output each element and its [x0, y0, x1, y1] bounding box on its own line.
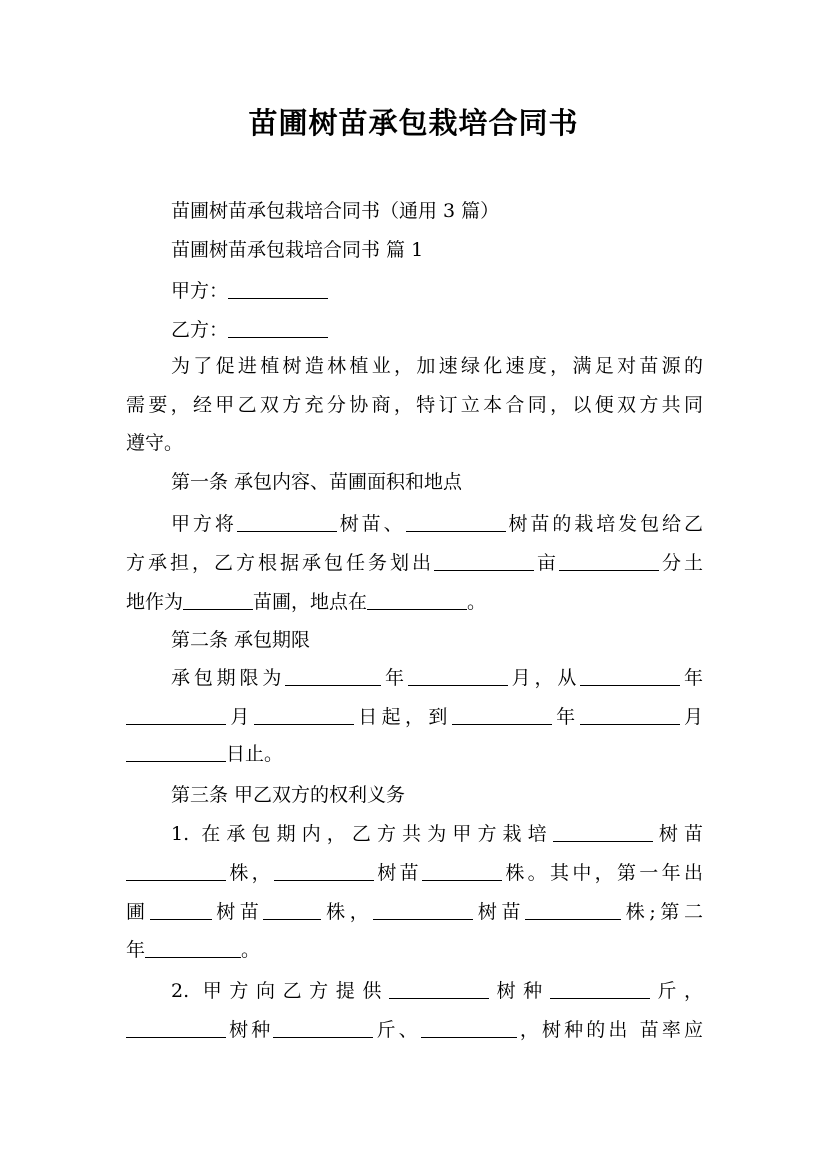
blank-field — [126, 743, 226, 762]
party-a-label: 甲方： — [171, 280, 229, 302]
article-1-line-1 — [126, 511, 703, 537]
text-segment: 树苗 — [211, 901, 264, 923]
article-3-p1-line-3 — [126, 899, 703, 925]
party-b-label: 乙方： — [171, 319, 229, 341]
text-segment: 月 — [679, 706, 703, 728]
text-segment: 斤、 — [373, 1019, 421, 1041]
blank-field — [580, 667, 680, 686]
text-segment: 株， — [321, 901, 374, 923]
text-segment: 树苗 — [374, 862, 422, 884]
article-2-line-3 — [126, 741, 703, 767]
article-2-title: 第二条 承包期限 — [171, 629, 311, 651]
article-1-line-3 — [126, 589, 703, 615]
text-segment: 甲方将 — [171, 513, 237, 535]
blank-field — [367, 591, 467, 610]
text-segment: ，树种的出 苗率应 — [516, 1019, 703, 1041]
text-segment: 年 — [551, 706, 580, 728]
blank-field — [126, 706, 226, 725]
text-segment: 年 — [381, 667, 408, 689]
part-heading: 苗圃树苗承包栽培合同书 篇 1 — [171, 239, 424, 261]
text-segment: 。 — [467, 591, 487, 613]
blank-field — [550, 980, 650, 999]
text-segment: 年 — [126, 939, 146, 961]
text-segment: 斤， — [649, 980, 703, 1002]
text-segment: 方承担，乙方根据承包任务划出 — [126, 552, 434, 574]
text-segment: 2. 甲方向乙方提供 — [171, 980, 389, 1002]
blank-field — [150, 901, 212, 920]
blank-field — [406, 513, 506, 532]
text-segment: 月 — [226, 706, 254, 728]
blank-field — [126, 1019, 226, 1038]
text-segment: 株;第二 — [621, 901, 703, 923]
blank-field — [254, 706, 354, 725]
intro-line-3: 遵守。 — [126, 432, 184, 454]
blank-field — [285, 667, 381, 686]
blank-field — [274, 862, 374, 881]
party-a-line — [126, 278, 703, 304]
blank-field — [408, 667, 508, 686]
text-segment: 株， — [226, 862, 274, 884]
intro-line-1: 为了促进植树造林植业，加速绿化速度，满足对苗源的 — [171, 355, 703, 377]
intro-line-2: 需要，经甲乙双方充分协商，特订立本合同，以便双方共同 — [126, 394, 703, 416]
text-segment: 年 — [680, 667, 703, 689]
text-segment: 株。其中，第一年出 — [502, 862, 703, 884]
blank-field — [553, 823, 653, 842]
text-segment: 圃 — [126, 901, 150, 923]
blank-field — [237, 513, 337, 532]
text-segment: 树苗、 — [336, 513, 406, 535]
article-3-p1-line-4 — [126, 937, 703, 963]
article-3-p2-line-1 — [126, 978, 703, 1004]
text-segment: 树种 — [488, 980, 550, 1002]
text-segment: 地作为 — [126, 591, 184, 613]
blank-field — [183, 591, 253, 610]
text-segment: 承包期限为 — [171, 667, 286, 689]
blank-field — [525, 901, 621, 920]
blank-field — [145, 939, 241, 958]
blank-field — [228, 280, 328, 299]
blank-field — [389, 980, 489, 999]
blank-field — [263, 901, 321, 920]
document-title: 苗圃树苗承包栽培合同书 — [248, 106, 579, 140]
blank-field — [228, 319, 328, 338]
blank-field — [422, 862, 502, 881]
text-segment: 树苗的栽培发包给乙 — [505, 513, 703, 535]
article-1-title: 第一条 承包内容、苗圃面积和地点 — [171, 471, 463, 493]
blank-field — [273, 1019, 373, 1038]
text-segment: 1. 在承包期内，乙方共为甲方栽培 — [171, 823, 553, 845]
text-segment: 日止。 — [226, 743, 284, 765]
blank-field — [373, 901, 473, 920]
article-2-line-2 — [126, 704, 703, 730]
text-segment: 树苗 — [473, 901, 526, 923]
article-3-p2-line-2 — [126, 1017, 703, 1043]
article-3-p1-line-2 — [126, 860, 703, 886]
blank-field — [452, 706, 552, 725]
article-3-p1-line-1 — [126, 821, 703, 847]
article-2-line-1 — [126, 665, 703, 691]
text-segment: 月，从 — [507, 667, 581, 689]
text-segment: 树种 — [226, 1019, 274, 1041]
blank-field — [580, 706, 680, 725]
article-3-title: 第三条 甲乙双方的权利义务 — [171, 784, 406, 806]
blank-field — [421, 1019, 517, 1038]
document-subtitle: 苗圃树苗承包栽培合同书（通用 3 篇） — [171, 200, 500, 222]
article-1-line-2 — [126, 550, 703, 576]
text-segment: 树苗 — [652, 823, 703, 845]
blank-field — [559, 552, 659, 571]
text-segment: 苗圃，地点在 — [253, 591, 368, 613]
party-b-line — [126, 317, 703, 343]
blank-field — [126, 862, 226, 881]
text-segment: 日起，到 — [353, 706, 452, 728]
text-segment: 亩 — [533, 552, 559, 574]
text-segment: 。 — [241, 939, 261, 961]
text-segment: 分土 — [658, 552, 703, 574]
blank-field — [434, 552, 534, 571]
